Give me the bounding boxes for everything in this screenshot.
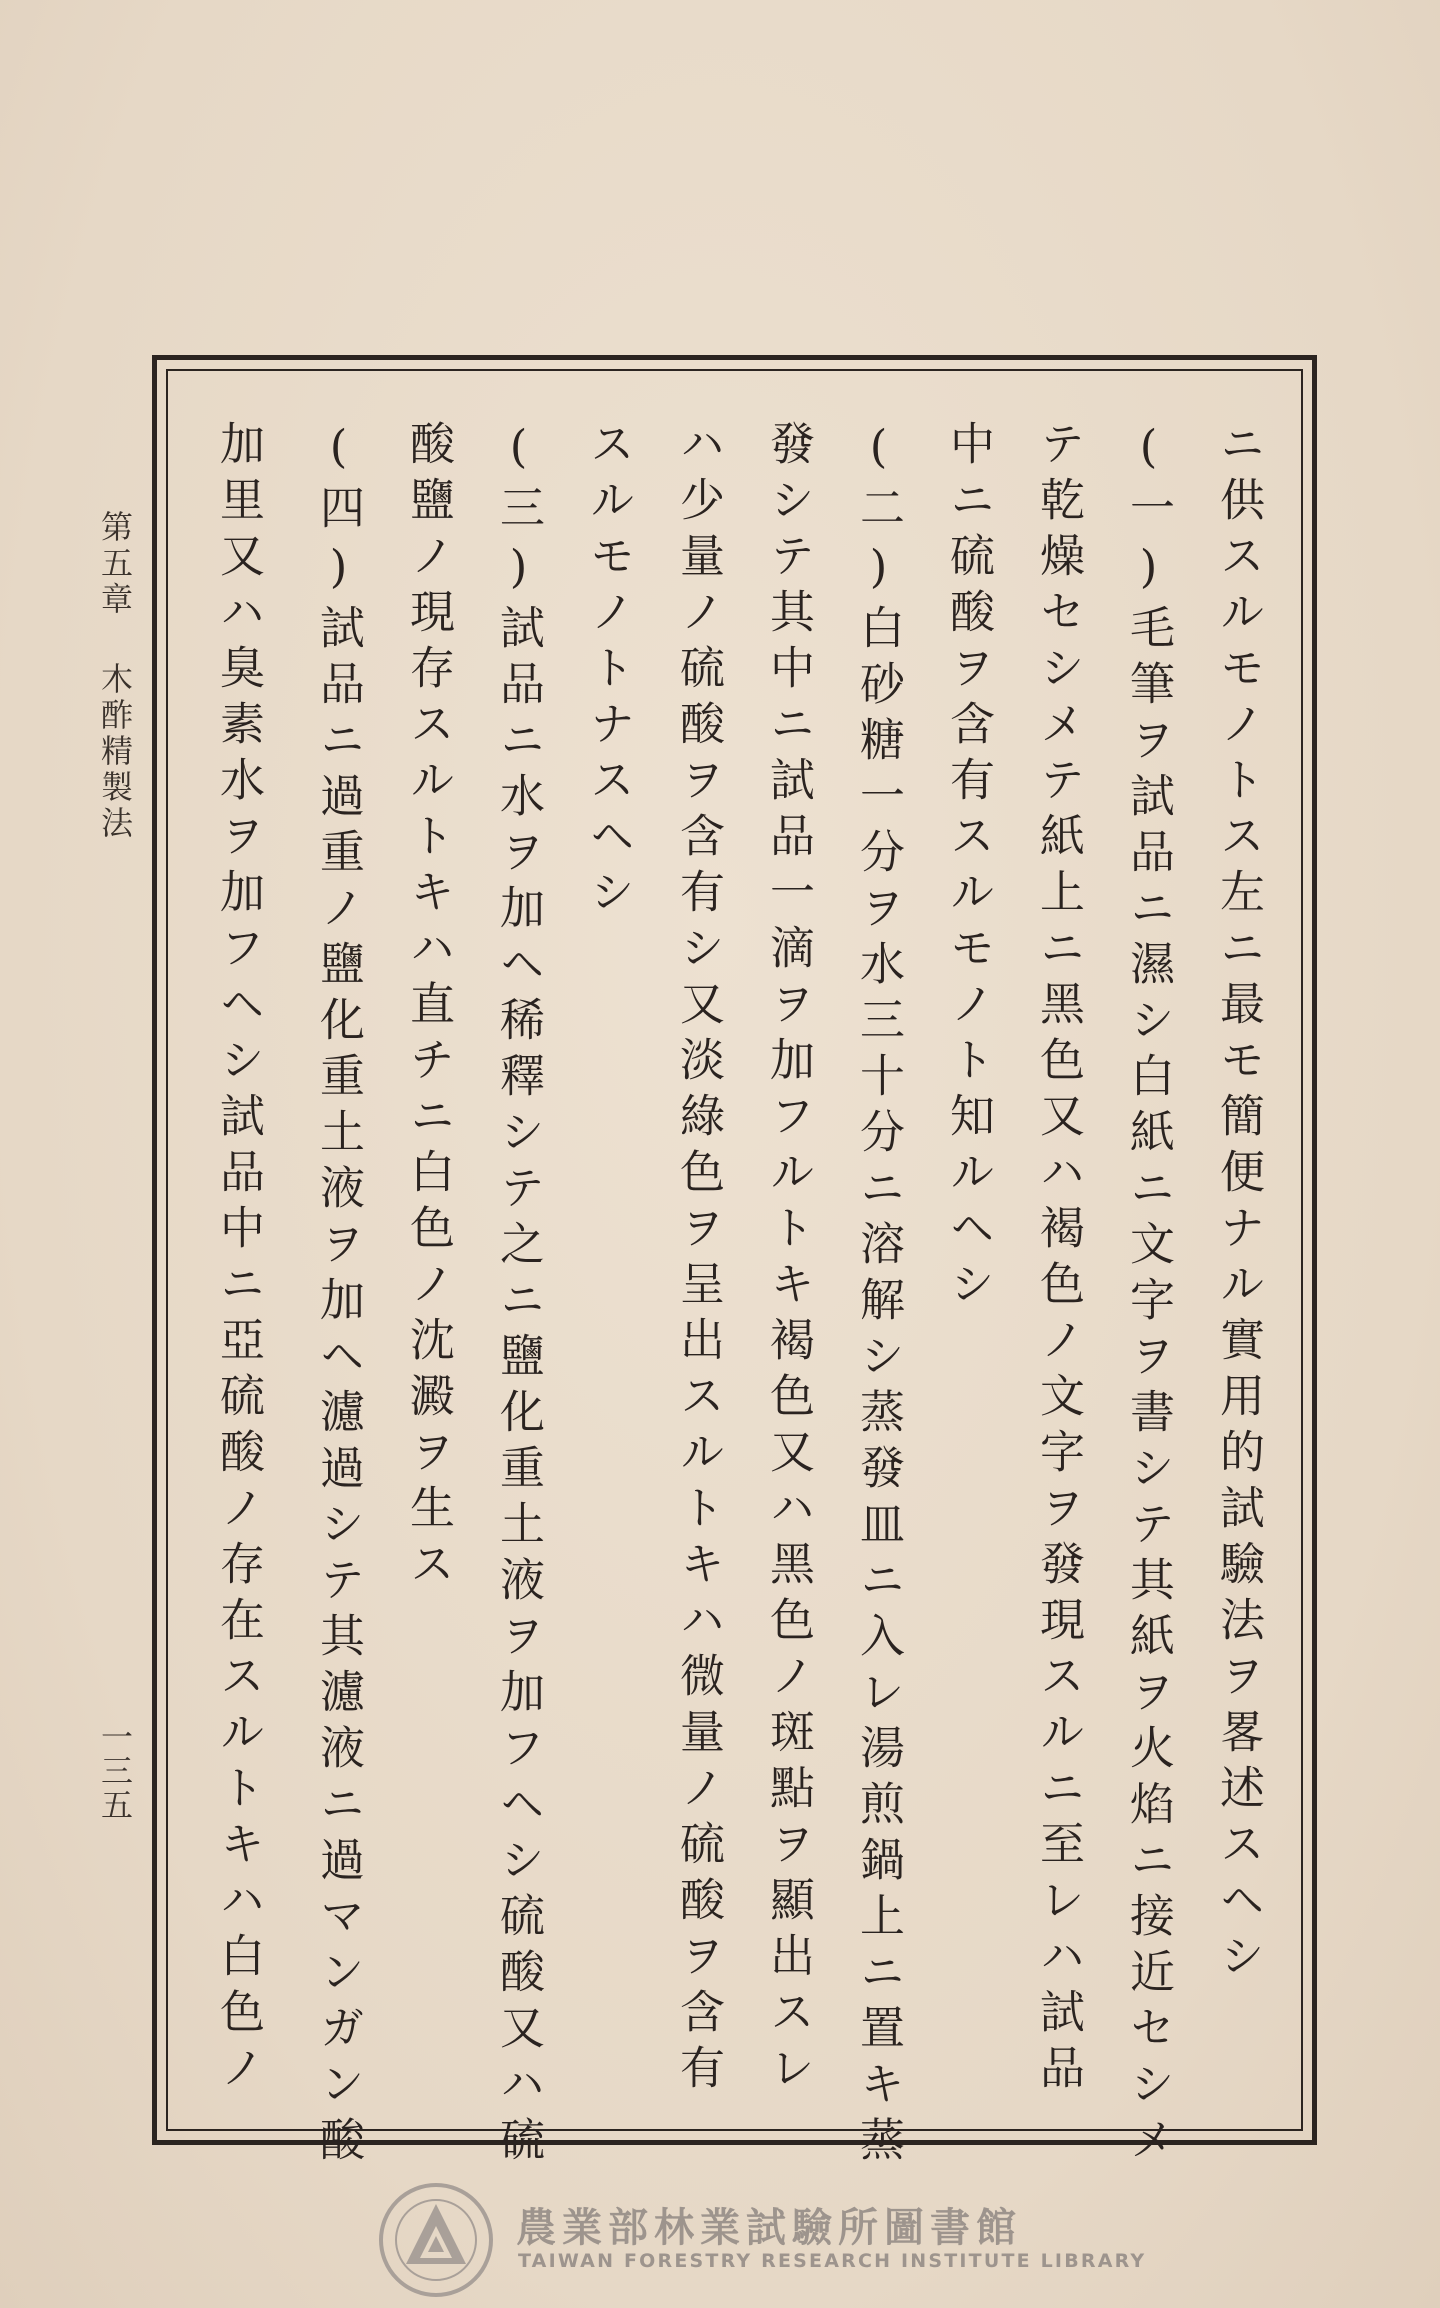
text-column-5: (二)白砂糖一分ヲ水三十分ニ溶解シ蒸發皿ニ入レ湯煎鍋上ニ置キ蒸 (852, 420, 905, 2172)
library-name-chinese: 農業部林業試驗所圖書館 (516, 2205, 1022, 2251)
library-seal-icon (376, 2180, 496, 2300)
text-column-3: テ乾燥セシメテ紙上ニ黑色又ハ褐色ノ文字ヲ發現スルニ至レハ試品 (1032, 420, 1085, 2100)
text-column-1: ニ供スルモノトス左ニ最モ簡便ナル實用的試驗法ヲ畧述スヘシ (1212, 420, 1265, 1988)
running-header (98, 510, 138, 930)
text-column-2: (一)毛筆ヲ試品ニ濕シ白紙ニ文字ヲ書シテ其紙ヲ火焰ニ接近セシメ (1122, 420, 1175, 2172)
chapter-label: 第五章 (96, 510, 134, 618)
page-number: 一三五 (96, 1720, 134, 1822)
text-column-8: スルモノトナスヘシ (582, 420, 635, 924)
text-column-11: (四)試品ニ過重ノ鹽化重土液ヲ加ヘ濾過シテ其濾液ニ過マンガン酸 (312, 420, 365, 2172)
text-column-10: 酸鹽ノ現存スルトキハ直チニ白色ノ沈澱ヲ生ス (402, 420, 455, 1596)
text-column-6: 發シテ其中ニ試品一滴ヲ加フルトキ褐色又ハ黑色ノ斑點ヲ顯出スレ (762, 420, 815, 2100)
chapter-title: 木酢精製法 (96, 662, 134, 842)
text-column-12: 加里又ハ臭素水ヲ加フヘシ試品中ニ亞硫酸ノ存在スルトキハ白色ノ (212, 420, 265, 2100)
text-column-9: (三)試品ニ水ヲ加ヘ稀釋シテ之ニ鹽化重土液ヲ加フヘシ硫酸又ハ硫 (492, 420, 545, 2172)
library-name-english: TAIWAN FORESTRY RESEARCH INSTITUTE LIBRARY (518, 2250, 1147, 2272)
text-column-4: 中ニ硫酸ヲ含有スルモノト知ルヘシ (942, 420, 995, 1316)
text-column-7: ハ少量ノ硫酸ヲ含有シ又淡綠色ヲ呈出スルトキハ微量ノ硫酸ヲ含有 (672, 420, 725, 2100)
